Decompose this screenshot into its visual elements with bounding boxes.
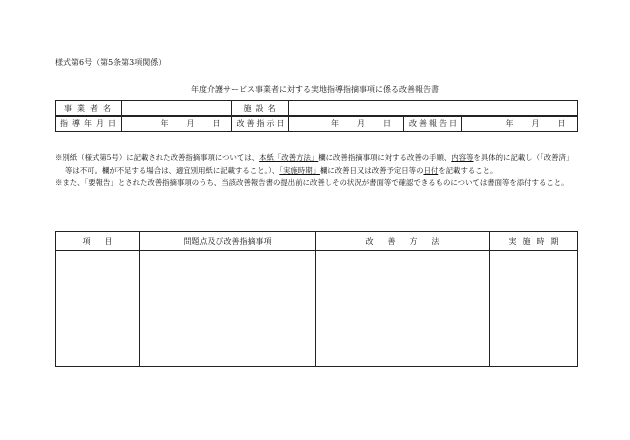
method-cell[interactable] <box>316 251 490 367</box>
header-row-dates <box>56 116 578 132</box>
note-1-text-d: 欄に改善日又は改善予定日等の <box>319 165 424 175</box>
col-header-timing: 実施時期 <box>490 232 578 251</box>
inspection-month-label: 月 <box>186 119 195 128</box>
note-1-underline-d: 日付 <box>423 165 439 175</box>
notes-section <box>55 152 580 190</box>
business-name-label: 事業者名 <box>56 101 122 117</box>
col-header-method: 改善方法 <box>316 232 490 251</box>
note-2 <box>55 177 580 190</box>
col-header-item: 項目 <box>56 232 140 251</box>
inspection-date-field[interactable] <box>122 116 232 132</box>
instruction-month-label: 月 <box>357 119 365 128</box>
facility-name-label: 施設名 <box>232 101 289 117</box>
improvement-table-header <box>56 232 578 251</box>
note-1-text-c: を具体的に記載し（「改善済」等は不可。欄が不足する場合は、適宜別用紙に記載すること。）、 <box>65 153 574 175</box>
item-cell[interactable] <box>56 251 140 367</box>
form-number: 様式第6号（第5条第3項関係） <box>55 58 167 67</box>
instruction-day-label: 日 <box>383 119 391 128</box>
report-date-label: 改善報告日 <box>404 116 462 132</box>
note-1-text-e: を記載すること。 <box>438 165 498 175</box>
report-day-label: 日 <box>557 119 566 128</box>
note-1-text-b: 欄に改善指摘事項に対する改善の手順、 <box>318 153 452 162</box>
improvement-table <box>55 231 578 367</box>
note-1 <box>55 152 580 177</box>
note-1-text-a: ※別紙（様式第5号）に記載された改善指摘事項については、 <box>55 153 260 162</box>
note-1-underline-c: 「実施時期」 <box>279 165 320 175</box>
col-header-issues: 問題点及び改善指摘事項 <box>140 232 316 251</box>
report-year-label: 年 <box>505 119 514 128</box>
note-2-text: ※また、「要報告」とされた改善指摘事項のうち、当該改善報告書の提出前に改善しその状況が書面等で確認できるものについては書面等を添付すること。 <box>55 178 569 187</box>
report-month-label: 月 <box>531 119 540 128</box>
improvement-table-row <box>56 251 578 367</box>
document-title: 年度介護サービス事業者に対する実地指導指摘事項に係る改善報告書 <box>191 85 439 94</box>
inspection-date-label: 指導年月日 <box>56 116 122 132</box>
note-1-underline-a: 本紙「改善方法」 <box>259 153 319 162</box>
issues-cell[interactable] <box>140 251 316 367</box>
header-dates-table <box>55 115 578 132</box>
note-1-underline-b: 内容等 <box>451 153 474 162</box>
inspection-day-label: 日 <box>212 119 221 128</box>
instruction-date-label: 改善指示日 <box>232 116 289 132</box>
timing-cell[interactable] <box>490 251 578 367</box>
instruction-year-label: 年 <box>331 119 339 128</box>
instruction-date-field[interactable] <box>289 116 404 132</box>
inspection-year-label: 年 <box>160 119 169 128</box>
report-date-field[interactable] <box>462 116 578 132</box>
